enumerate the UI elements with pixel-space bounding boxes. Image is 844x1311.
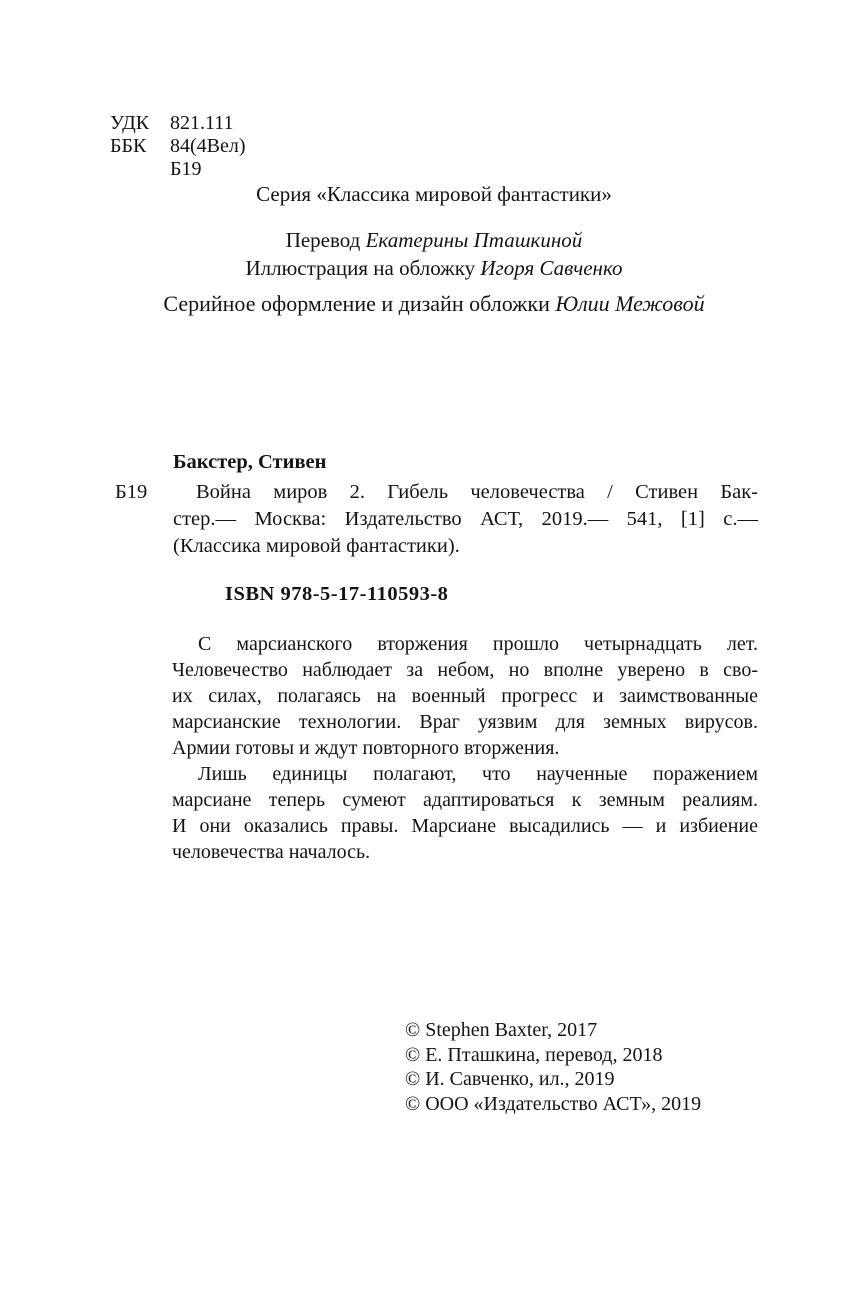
author-sign: Б19 <box>170 158 202 180</box>
biblio-author-sign: Б19 <box>115 481 148 503</box>
annotation-line: человечества началось. <box>172 841 371 863</box>
annotation-line: Лишь единицы полагают, что наученные поражением <box>198 763 758 785</box>
series-line: Серия «Классика мировой фантастики» <box>256 182 612 206</box>
udk-label: УДК <box>110 112 150 134</box>
isbn-line: ISBN 978-5-17-110593-8 <box>225 583 449 605</box>
copyright-line: © Е. Пташкина, перевод, 2018 <box>405 1043 663 1066</box>
bbk-value: 84(4Вел) <box>170 135 246 157</box>
design-credit <box>110 291 758 317</box>
annotation-line: С марсианского вторжения прошло четырнадцать лет. <box>198 633 758 655</box>
credits-block <box>110 226 758 282</box>
bbk-label: ББК <box>110 135 147 157</box>
copyright-block <box>405 1018 701 1116</box>
illustration-credit <box>110 254 758 282</box>
annotation-block <box>172 631 758 865</box>
annotation-line: Человечество наблюдает за небом, но вполне уверено в сво- <box>172 659 758 681</box>
catalog-block <box>110 112 246 181</box>
designer-name: Юлии Межовой <box>555 291 705 316</box>
annotation-paragraph <box>172 631 758 761</box>
translation-prefix: Перевод <box>285 228 361 252</box>
annotation-line: марсиане теперь сумеют адаптироваться к земным реалиям. <box>172 789 758 811</box>
illustrator-name: Игоря Савченко <box>480 256 623 280</box>
copyright-line: © Stephen Baxter, 2017 <box>405 1019 598 1041</box>
biblio-line: стер.— Москва: Издательство АСТ, 2019.— 541, [1] с.— <box>173 508 758 530</box>
biblio-line: Война миров 2. Гибель человечества / Стивен Бак- <box>196 481 758 503</box>
annotation-line: И они оказались правы. Марсиане высадились — и избиение <box>172 815 758 837</box>
annotation-line: Армии готовы и ждут повторного вторжения. <box>172 737 560 759</box>
copyright-line: © ООО «Издательство АСТ», 2019 <box>405 1092 702 1115</box>
udk-value: 821.111 <box>170 112 234 134</box>
copyright-line: © И. Савченко, ил., 2019 <box>405 1068 615 1090</box>
biblio-entry <box>115 479 758 560</box>
bbk-row <box>110 135 246 158</box>
annotation-line: их силах, полагаясь на военный прогресс и заимствованные <box>172 685 758 707</box>
translator-name: Екатерины Пташкиной <box>365 228 583 252</box>
design-prefix: Серийное оформление и дизайн обложки <box>163 291 550 316</box>
translation-credit <box>110 226 758 254</box>
annotation-line: марсианские технологии. Враг уязвим для земных вирусов. <box>172 711 758 733</box>
annotation-paragraph <box>172 761 758 865</box>
author-sign-row <box>110 158 246 181</box>
illustration-prefix: Иллюстрация на обложку <box>245 256 476 280</box>
author-sign-spacer <box>110 158 170 181</box>
udk-row <box>110 112 246 135</box>
biblio-author: Бакстер, Стивен <box>173 451 327 473</box>
biblio-line: (Классика мировой фантастики). <box>173 535 460 557</box>
